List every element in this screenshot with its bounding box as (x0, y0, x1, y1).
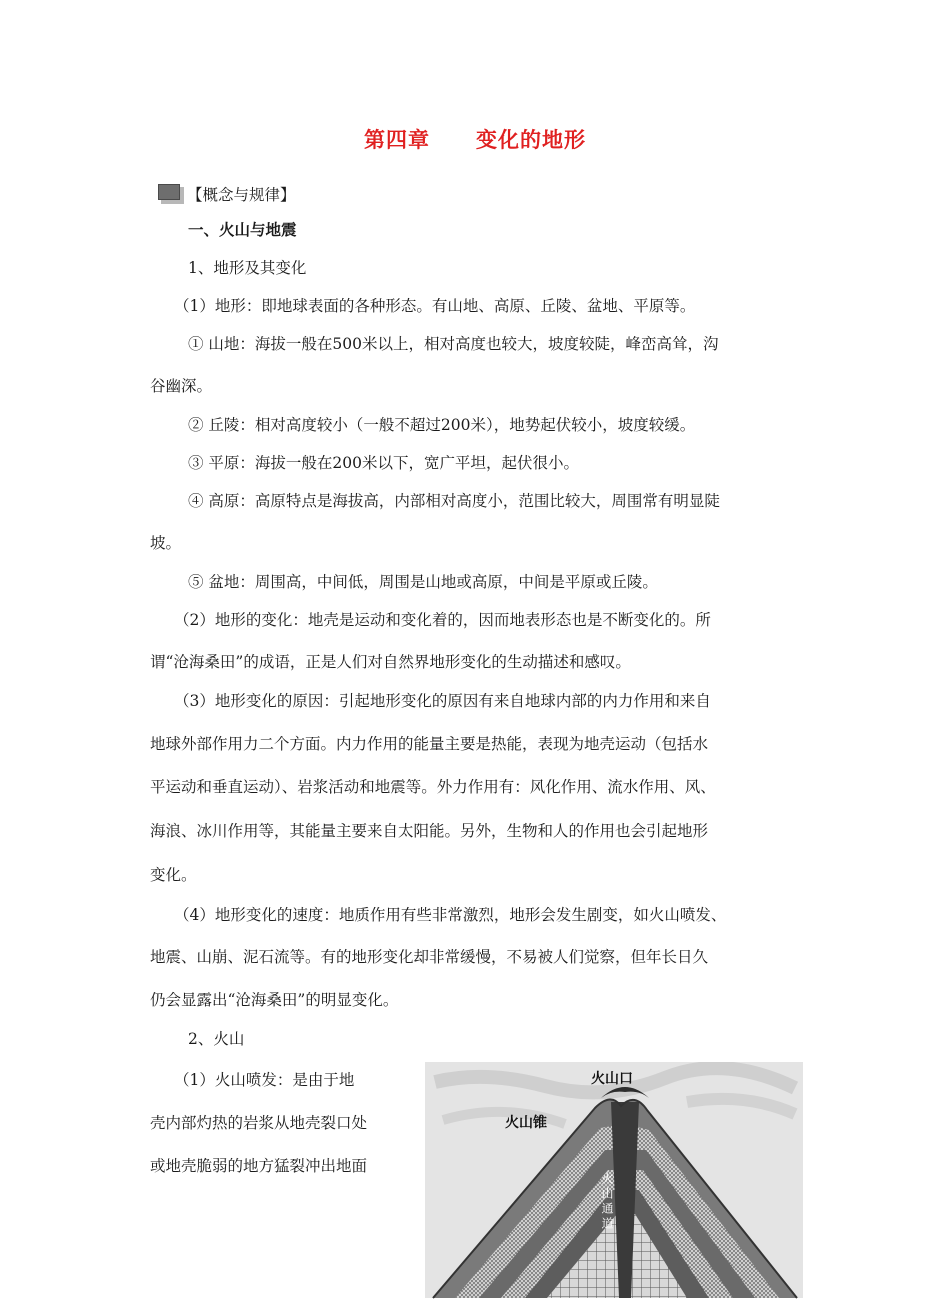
folder-icon (158, 184, 184, 204)
chapter-name: 变化的地形 (476, 128, 586, 152)
paragraph-plateau-line1: ④ 高原：高原特点是海拔高，内部相对高度小，范围比较大，周围常有明显陡 (188, 492, 720, 510)
paragraph-plain: ③ 平原：海拔一般在200米以下，宽广平坦，起伏很小。 (188, 454, 580, 472)
section-label (158, 180, 296, 208)
paragraph-mountain-line2: 谷幽深。 (150, 377, 213, 395)
paragraph-cause-line5: 变化。 (150, 866, 197, 884)
cone-label: 火山锥 (505, 1115, 547, 1131)
paragraph-mountain-line1: ① 山地：海拔一般在500米以上，相对高度也较大，坡度较陡，峰峦高耸，沟 (188, 335, 719, 353)
paragraph-eruption-line3: 或地壳脆弱的地方猛裂冲出地面 (150, 1157, 368, 1175)
paragraph-change-line1: （2）地形的变化：地壳是运动和变化着的，因而地表形态也是不断变化的。所 (174, 611, 711, 629)
paragraph-landform: （1）地形：即地球表面的各种形态。有山地、高原、丘陵、盆地、平原等。 (174, 297, 696, 315)
subheading-landform-change: 1、地形及其变化 (188, 259, 307, 277)
paragraph-cause-line1: （3）地形变化的原因：引起地形变化的原因有来自地球内部的内力作用和来自 (174, 692, 711, 710)
page-title (0, 124, 950, 154)
subheading-volcano: 2、火山 (188, 1030, 245, 1048)
paragraph-cause-line3: 平运动和垂直运动）、岩浆活动和地震等。外力作用有：风化作用、流水作用、风、 (150, 778, 716, 796)
paragraph-speed-line1: （4）地形变化的速度：地质作用有些非常激烈，地形会发生剧变，如火山喷发、 (174, 906, 727, 924)
paragraph-speed-line3: 仍会显露出“沧海桑田”的明显变化。 (150, 991, 399, 1009)
paragraph-eruption-line2: 壳内部灼热的岩浆从地壳裂口处 (150, 1114, 368, 1132)
paragraph-cause-line4: 海浪、冰川作用等，其能量主要来自太阳能。另外，生物和人的作用也会引起地形 (150, 822, 709, 840)
paragraph-plateau-line2: 坡。 (150, 534, 182, 552)
paragraph-speed-line2: 地震、山崩、泥石流等。有的地形变化却非常缓慢，不易被人们觉察，但年长日久 (150, 948, 709, 966)
paragraph-cause-line2: 地球外部作用力二个方面。内力作用的能量主要是热能，表现为地壳运动（包括水 (150, 735, 709, 753)
icon-front (158, 184, 180, 200)
volcano-diagram (425, 1062, 803, 1304)
section-label-text: 【概念与规律】 (187, 186, 296, 204)
crater-label: 火山口 (591, 1071, 633, 1087)
heading-volcano-earthquake: 一、火山与地震 (188, 221, 297, 239)
chapter-number: 第四章 (364, 128, 430, 152)
paragraph-basin: ⑤ 盆地：周围高，中间低，周围是山地或高原，中间是平原或丘陵。 (188, 573, 658, 591)
paragraph-hill: ② 丘陵：相对高度较小（一般不超过200米），地势起伏较小，坡度较缓。 (188, 416, 696, 434)
paragraph-eruption-line1: （1）火山喷发：是由于地 (174, 1071, 355, 1089)
paragraph-change-line2: 谓“沧海桑田”的成语，正是人们对自然界地形变化的生动描述和感叹。 (150, 653, 631, 671)
conduit-label: 火山通道 (600, 1172, 614, 1232)
